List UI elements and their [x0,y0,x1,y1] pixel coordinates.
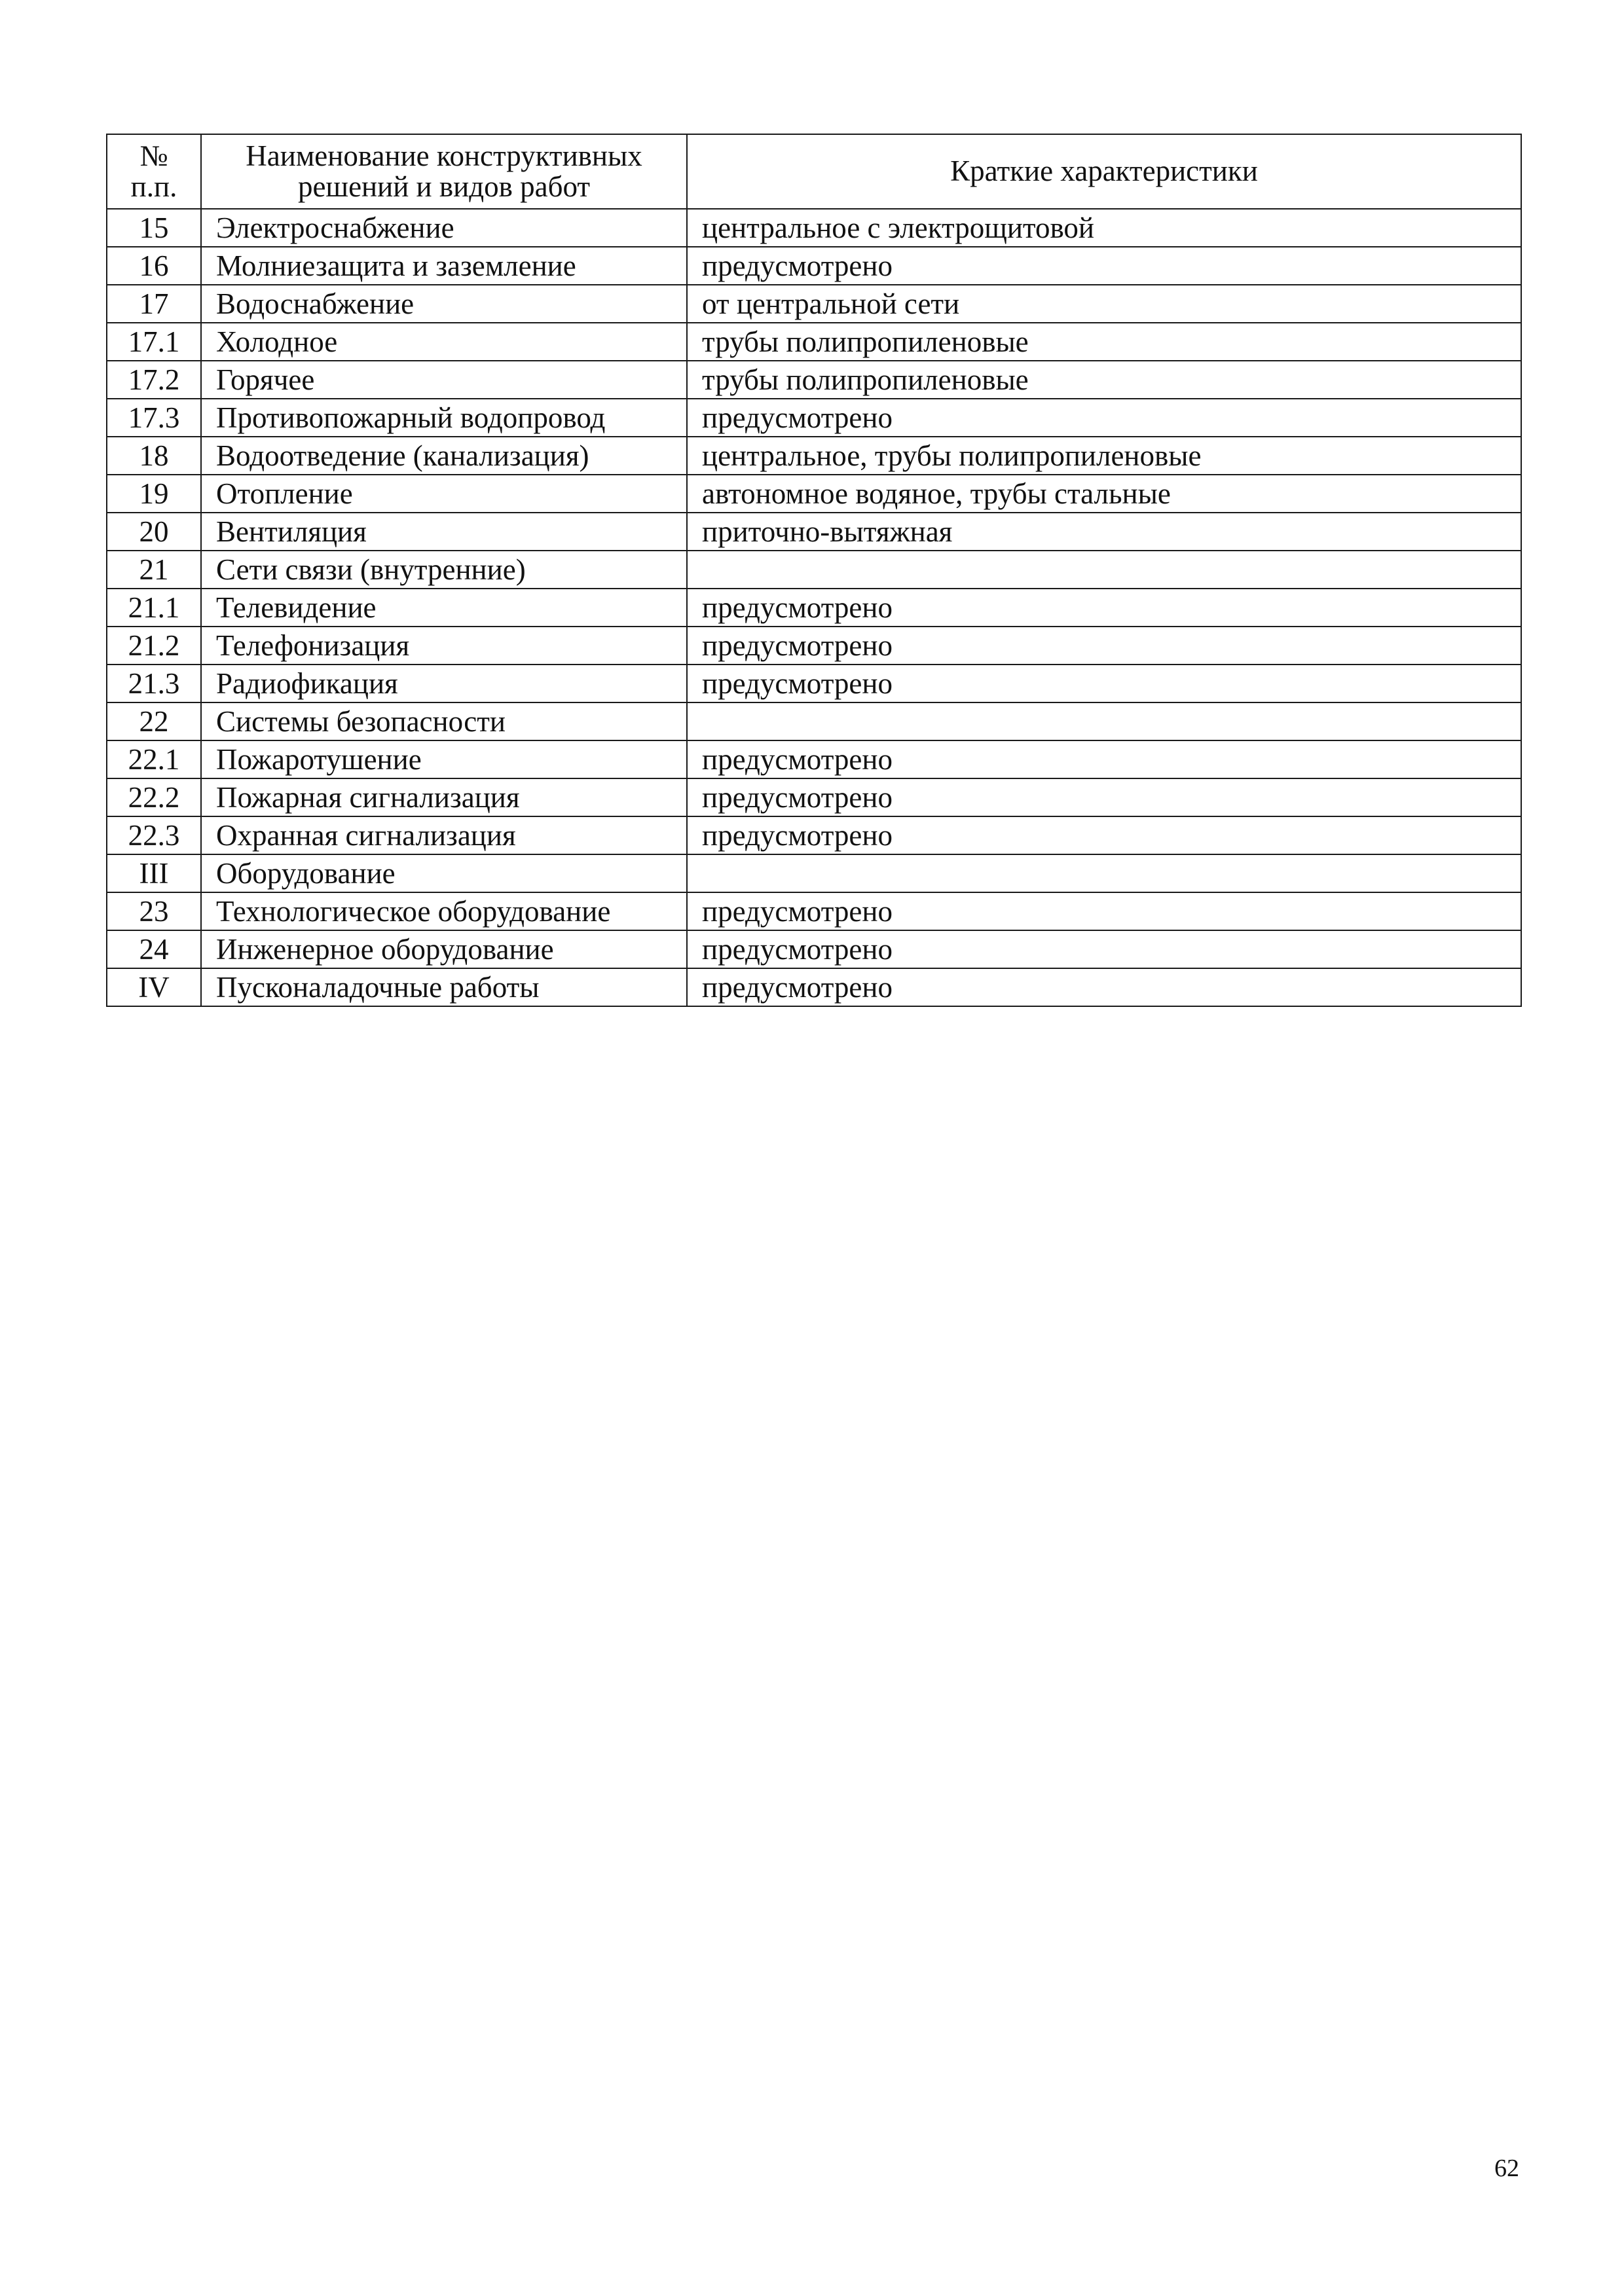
table-row [107,816,1521,854]
row-name-cell: Холодное [201,323,687,361]
row-name-cell: Водоснабжение [201,285,687,323]
row-number-cell: 21.2 [107,627,201,665]
row-description-cell: предусмотрено [687,247,1521,285]
row-description-cell: предусмотрено [687,399,1521,437]
row-number-cell: 21 [107,551,201,589]
row-name-cell: Пусконаладочные работы [201,968,687,1006]
table-row [107,854,1521,892]
row-number-cell: 19 [107,475,201,513]
characteristics-table [106,134,1522,1007]
row-number-cell: 17.3 [107,399,201,437]
row-description-cell: предусмотрено [687,778,1521,816]
row-number-cell: IV [107,968,201,1006]
header-name-line-1: Наименование конструктивных [246,139,642,172]
table-row [107,551,1521,589]
row-description-cell: предусмотрено [687,740,1521,778]
header-num-line-1: № [139,139,168,172]
table-row [107,627,1521,665]
row-description-cell [687,551,1521,589]
row-name-cell: Системы безопасности [201,702,687,740]
row-name-cell: Пожаротушение [201,740,687,778]
table-row [107,437,1521,475]
header-num [107,134,201,209]
header-num-line-2: п.п. [130,170,177,203]
row-description-cell: автономное водяное, трубы стальные [687,475,1521,513]
row-number-cell: 22.3 [107,816,201,854]
table-row [107,399,1521,437]
header-desc: Краткие характеристики [687,134,1521,209]
table-row [107,778,1521,816]
row-number-cell: 22.1 [107,740,201,778]
row-description-cell: предусмотрено [687,816,1521,854]
table-body [107,209,1521,1006]
row-description-cell: трубы полипропиленовые [687,323,1521,361]
table-row [107,930,1521,968]
table-row [107,361,1521,399]
row-number-cell: III [107,854,201,892]
row-name-cell: Сети связи (внутренние) [201,551,687,589]
row-description-cell: предусмотрено [687,665,1521,702]
row-name-cell: Пожарная сигнализация [201,778,687,816]
row-name-cell: Вентиляция [201,513,687,551]
row-description-cell: предусмотрено [687,930,1521,968]
row-name-cell: Технологическое оборудование [201,892,687,930]
row-number-cell: 21.1 [107,589,201,627]
row-description-cell: предусмотрено [687,892,1521,930]
header-name-line-2: решений и видов работ [297,170,591,203]
header-name [201,134,687,209]
table-row [107,892,1521,930]
table-row [107,247,1521,285]
row-number-cell: 17 [107,285,201,323]
row-number-cell: 16 [107,247,201,285]
table-row [107,589,1521,627]
row-name-cell: Телевидение [201,589,687,627]
table-row [107,740,1521,778]
row-number-cell: 17.1 [107,323,201,361]
table-row [107,323,1521,361]
row-description-cell: приточно-вытяжная [687,513,1521,551]
row-description-cell: от центральной сети [687,285,1521,323]
row-description-cell: трубы полипропиленовые [687,361,1521,399]
table-row [107,665,1521,702]
row-name-cell: Телефонизация [201,627,687,665]
row-description-cell [687,854,1521,892]
row-name-cell: Охранная сигнализация [201,816,687,854]
table-row [107,475,1521,513]
row-number-cell: 22 [107,702,201,740]
table-row [107,285,1521,323]
table-header [107,134,1521,209]
row-name-cell: Инженерное оборудование [201,930,687,968]
header-row [107,134,1521,209]
table-row [107,968,1521,1006]
row-description-cell: центральное, трубы полипропиленовые [687,437,1521,475]
row-number-cell: 23 [107,892,201,930]
row-name-cell: Противопожарный водопровод [201,399,687,437]
page-number: 62 [1494,2155,1519,2182]
row-name-cell: Водоотведение (канализация) [201,437,687,475]
table-row [107,209,1521,247]
row-description-cell: предусмотрено [687,968,1521,1006]
row-number-cell: 20 [107,513,201,551]
row-number-cell: 18 [107,437,201,475]
table-row [107,702,1521,740]
table-row [107,513,1521,551]
row-description-cell [687,702,1521,740]
row-number-cell: 21.3 [107,665,201,702]
row-name-cell: Оборудование [201,854,687,892]
row-name-cell: Молниезащита и заземление [201,247,687,285]
row-name-cell: Электроснабжение [201,209,687,247]
row-number-cell: 24 [107,930,201,968]
row-name-cell: Горячее [201,361,687,399]
row-name-cell: Радиофикация [201,665,687,702]
row-number-cell: 17.2 [107,361,201,399]
row-number-cell: 15 [107,209,201,247]
row-number-cell: 22.2 [107,778,201,816]
row-description-cell: предусмотрено [687,589,1521,627]
row-description-cell: центральное с электрощитовой [687,209,1521,247]
row-description-cell: предусмотрено [687,627,1521,665]
row-name-cell: Отопление [201,475,687,513]
